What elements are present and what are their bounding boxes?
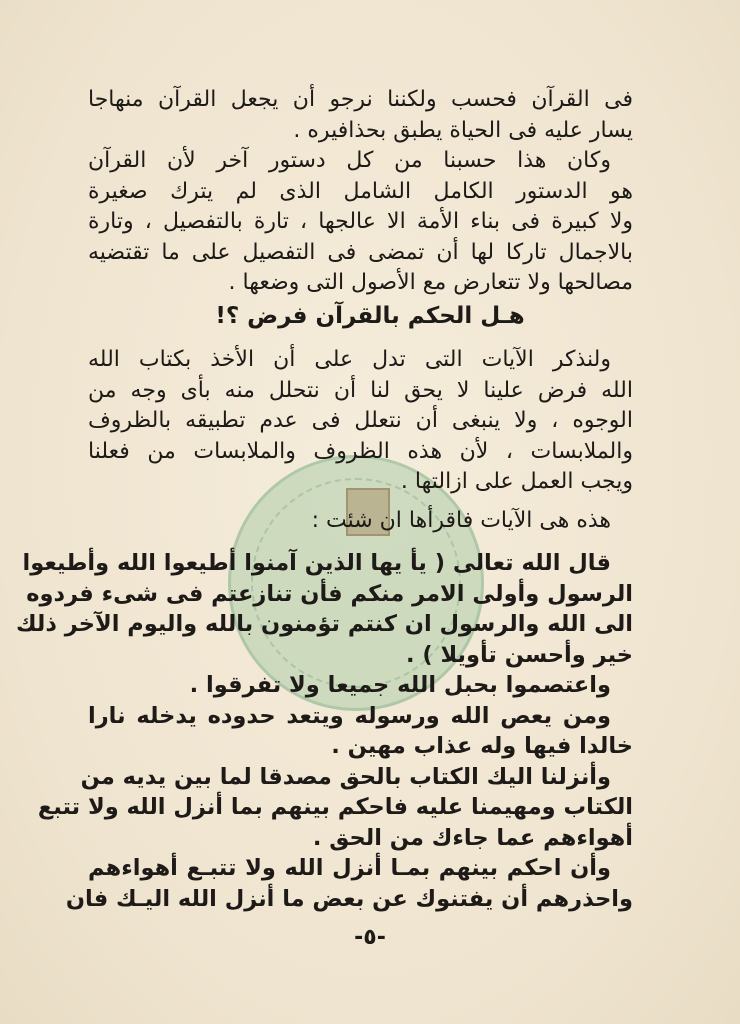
- verse-line: ومن يعص الله ورسوله ويتعد حدوده يدخله نارا: [88, 702, 611, 729]
- verse-line: خير وأحسن تأويلا ) .: [405, 641, 633, 668]
- text-line: والملابسات ، لأن هذه الظروف والملابسات من فعلنا: [88, 438, 633, 464]
- verse-line: قال الله تعالى ( يأ يها الذين آمنوا أطيعوا الله وأطيعوا: [22, 550, 611, 576]
- text-line: ولا كبيرة فى بناء الأمة الا عالجها ، تارة بالتفصيل ، وتارة: [88, 209, 633, 234]
- text-line: يسار عليه فى الحياة يطبق بحذافيره .: [293, 117, 633, 143]
- text-line: فى القرآن فحسب ولكننا نرجو أن يجعل القرآن منهاجا: [88, 87, 633, 112]
- page-number: -٥-: [354, 925, 386, 950]
- section-heading: هـل الحكم بالقرآن فرض ؟!: [215, 303, 525, 329]
- verse-line: وأنزلنا اليك الكتاب بالحق مصدقا لما بين يديه من: [80, 763, 611, 790]
- text-line: ولنذكر الآيات التى تدل على أن الأخذ بكتاب الله: [88, 347, 611, 372]
- verse-line: أهواءهم عما جاءك من الحق .: [312, 824, 633, 851]
- text-line: ويجب العمل على ازالتها .: [400, 469, 633, 494]
- verses-lead: [88, 506, 633, 537]
- verse-line: الى الله والرسول ان كنتم تؤمنون بالله واليوم الآخر ذلك: [15, 611, 633, 637]
- paragraph-verses-intro: [88, 345, 633, 498]
- paragraph-intro: [88, 85, 633, 146]
- text-line: وكان هذا حسبنا من كل دستور آخر لأن القرآن: [88, 148, 611, 173]
- verse-line: الكتاب ومهيمنا عليه فاحكم بينهم بما أنزل الله ولا تتبع: [37, 794, 633, 820]
- verse-line: الرسول وأولى الامر منكم فأن تنازعتم فى شىء فردوه: [26, 580, 633, 607]
- text-line: الله فرض علينا لا يحق لنا أن نتحلل منه بأى وجه من: [88, 377, 633, 403]
- text-line: هذه هى الآيات فاقرأها ان شئت :: [311, 508, 611, 533]
- text-line: مصالحها ولا تتعارض مع الأصول التى وضعها .: [228, 270, 633, 295]
- text-line: هو الدستور الكامل الشامل الذى لم يترك صغيرة: [88, 178, 633, 204]
- verse-line: خالدا فيها وله عذاب مهين .: [331, 733, 633, 759]
- verses-block: [15, 548, 633, 914]
- verse-line: واحذرهم أن يفتنوك عن بعض ما أنزل الله اليـك فان: [65, 885, 633, 912]
- text-line: الوجوه ، ولا ينبغى أن نتعلل فى عدم تطبيقه بالظروف: [88, 408, 633, 433]
- verse-line: وأن احكم بينهم بمـا أنزل الله ولا تتبـع أهواءهم: [88, 855, 611, 881]
- verse-line: واعتصموا بحبل الله جميعا ولا تفرقوا .: [189, 672, 611, 698]
- text-line: بالاجمال تاركا لها أن تمضى فى التفصيل على ما تقتضيه: [88, 239, 633, 265]
- paragraph-constitution: [88, 146, 633, 299]
